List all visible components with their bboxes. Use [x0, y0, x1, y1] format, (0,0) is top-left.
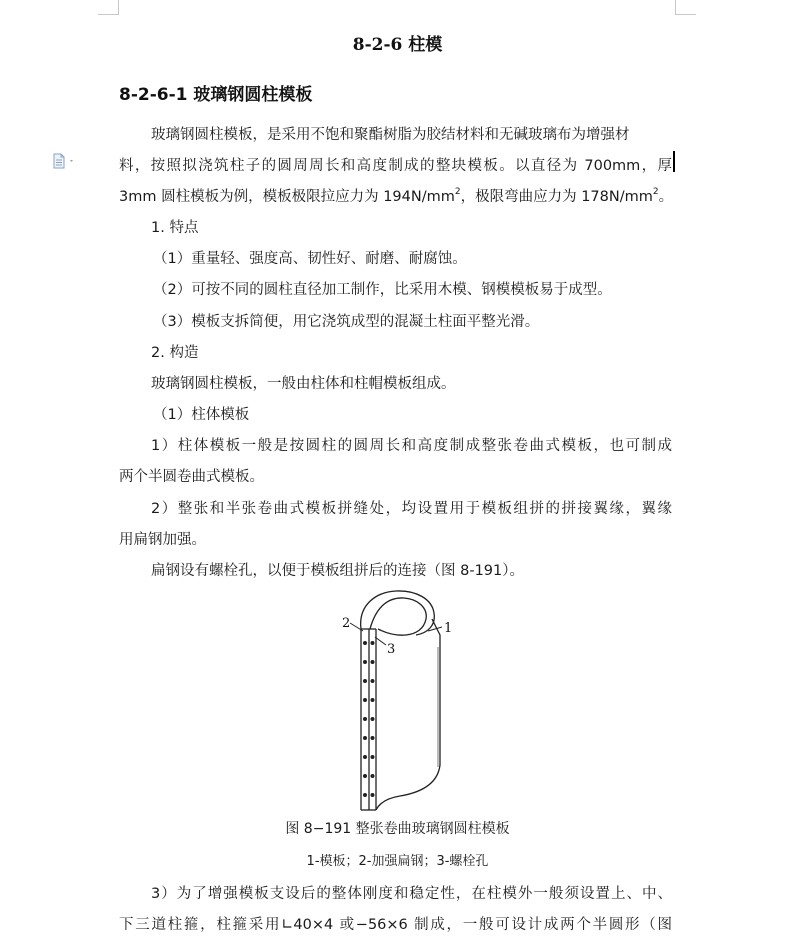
- figure-label-2: 2: [342, 616, 351, 631]
- text-cursor: [673, 151, 675, 172]
- page-title: 8-2-6 柱模: [352, 35, 443, 55]
- paragraph-line: 扁钢设有螺栓孔，以便于模板组拼后的连接（图 8-191）。: [151, 563, 524, 579]
- paragraph-line: 玻璃钢圆柱模板，是采用不饱和聚酯树脂为胶结材料和无碱玻璃布为增强材: [151, 127, 630, 143]
- paragraph-line: 2）整张和半张卷曲式模板拼缝处，均设置用于模板组拼的拼接翼缘，翼缘: [151, 501, 672, 517]
- heading-structure: 2. 构造: [151, 345, 199, 361]
- figure-column-formwork: [330, 587, 470, 819]
- crop-mark-left: [98, 0, 119, 15]
- heading-column-formwork: （1）柱体模板: [153, 407, 250, 423]
- strength-text: 。: [658, 189, 674, 205]
- paragraph-line: 料，按照拟浇筑柱子的圆周周长和高度制成的整块模板。以直径为 700mm，厚: [119, 158, 672, 174]
- superscript: 2: [454, 187, 461, 197]
- feature-item: （1）重量轻、强度高、韧性好、耐磨、耐腐蚀。: [153, 251, 467, 267]
- feature-item: （2）可按不同的圆柱直径加工制作，比采用木模、钢模模板易于成型。: [153, 282, 612, 298]
- paragraph-line: 玻璃钢圆柱模板，一般由柱体和柱帽模板组成。: [151, 376, 456, 392]
- strength-text: ，极限弯曲应力为 178N/mm: [460, 189, 653, 205]
- figure-caption: 图 8−191 整张卷曲玻璃钢圆柱模板: [285, 821, 510, 837]
- crop-mark-right: [675, 0, 696, 15]
- heading-features: 1. 特点: [151, 220, 199, 236]
- figure-label-3: 3: [387, 642, 396, 657]
- superscript: 2: [652, 187, 659, 197]
- paragraph-line: 用扁钢加强。: [119, 532, 206, 548]
- paragraph-line: [119, 185, 673, 206]
- figure-legend: 1-模板；2-加强扁钢；3-螺栓孔: [306, 854, 489, 869]
- strength-text: 3mm 圆柱模板为例，模板极限拉应力为 194N/mm: [119, 189, 455, 205]
- feature-item: （3）模板支拆简便，用它浇筑成型的混凝土柱面平整光滑。: [153, 314, 540, 330]
- paragraph-line: 两个半圆卷曲式模板。: [119, 469, 264, 485]
- section-title: 8-2-6-1 玻璃钢圆柱模板: [119, 85, 313, 105]
- document-comment-icon[interactable]: [52, 153, 78, 169]
- paragraph-line: 3）为了增强模板支设后的整体刚度和稳定性，在柱模外一般须设置上、中、: [151, 886, 672, 902]
- figure-label-1: 1: [444, 621, 453, 636]
- paragraph-line: 1）柱体模板一般是按圆柱的圆周长和高度制成整张卷曲式模板，也可制成: [151, 438, 672, 454]
- paragraph-line: 下三道柱箍，柱箍采用∟40×4 或−56×6 制成，一般可设计成两个半圆形（图: [119, 917, 672, 933]
